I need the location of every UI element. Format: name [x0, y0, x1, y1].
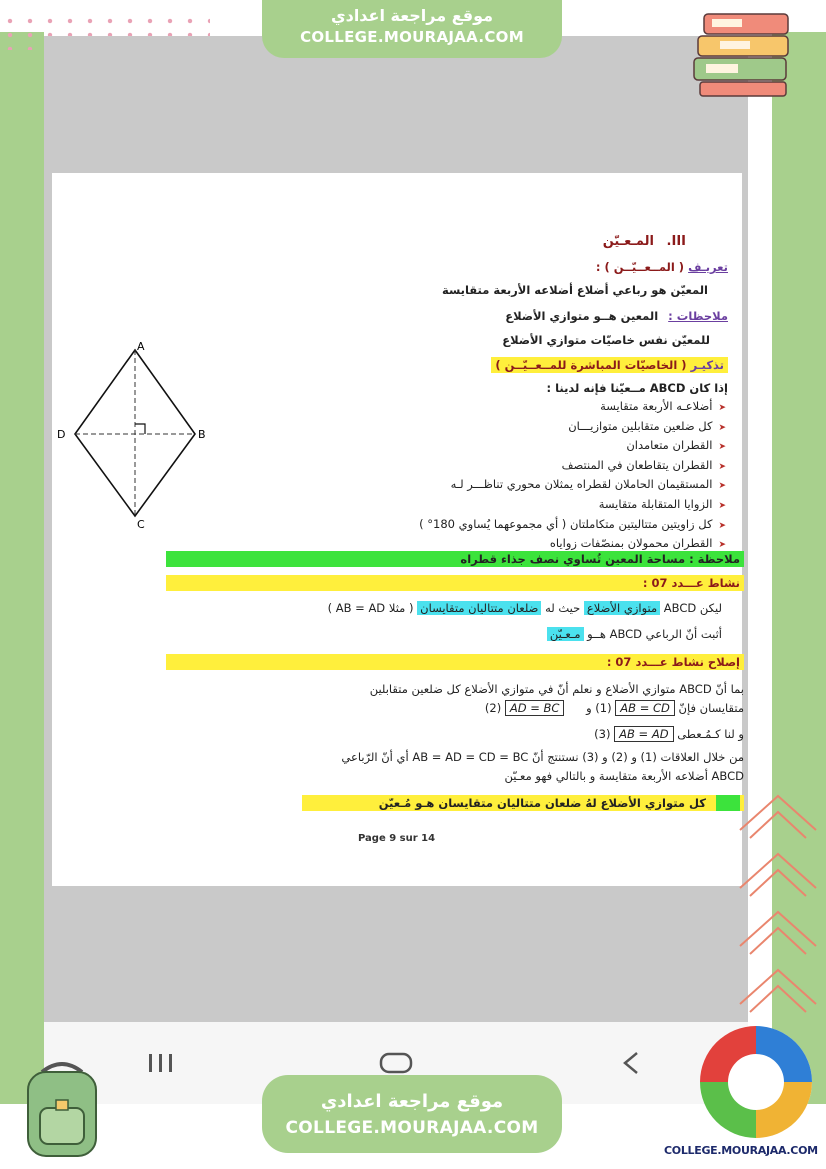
property-item: ➤ القطران متعامدان: [419, 437, 726, 457]
right-angle-mark: [135, 424, 145, 434]
footer-site-url[interactable]: COLLEGE.MOURAJAA.COM: [285, 1118, 539, 1138]
page-number: Page 9 sur 14: [358, 833, 436, 844]
property-item: ➤ المستقيمان الحاملان لقطراه يمثلان محوري تناظـــر لـه: [419, 476, 726, 496]
books-icon: [690, 8, 800, 100]
recent-apps-icon[interactable]: [131, 1043, 191, 1083]
left-frame-border: [0, 0, 44, 1169]
activity-line-2: أثبت أنّ الرباعي ABCD هــو مـعـيّن: [547, 627, 722, 641]
notes-line-1: ملاحظات : المعين هــو متوازي الأضلاع: [505, 309, 728, 323]
property-item: ➤ كل زاويتين متتاليتين متكاملتان ( أي مجموعهما يُساوي 180° ): [419, 516, 726, 536]
chevrons-decoration: [736, 790, 820, 1030]
properties-intro: إذا كان ABCD مــعيّنا فإنه لدينا :: [546, 381, 728, 395]
remark-box: ملاحظة : مساحة المعين تُساوي نصف جذاء قطراه: [166, 551, 744, 567]
reminder-heading: تذكيـر ( الخاصيّات المباشرة للمــعــيّــن ): [491, 357, 728, 373]
property-item: ➤ أضلاعـه الأربعة متقايسة: [419, 398, 726, 418]
correction-line-4: من خلال العلاقات (1) و (2) و (3) نستنتج أنّ AB = AD = CD = BC أي أنّ الرّباعي: [341, 750, 744, 764]
back-icon[interactable]: [601, 1043, 661, 1083]
vertex-label-a: A: [137, 340, 145, 353]
footer-site-name: موقع مراجعة اعدادي: [320, 1091, 504, 1112]
property-item: ➤ القطران محمولان بمنصّفات زواياه: [419, 535, 726, 555]
header-site-name: موقع مراجعة اعدادي: [330, 6, 494, 25]
property-item: ➤ الزوايا المتقابلة متقايسة: [419, 496, 726, 516]
definition-heading: تعريـف ( المــعــيّــن ) :: [595, 260, 728, 274]
notes-line-2: للمعيّن نفس خاصيّات متوازي الأضلاع: [502, 333, 710, 347]
vertex-label-c: C: [137, 518, 145, 530]
backpack-icon: [12, 1054, 112, 1162]
property-item: ➤ كل ضلعين متقابلين متوازيـــان: [419, 418, 726, 438]
correction-line-2: متقايسان فإنّ AB = CD (1) و AD = BC (2): [484, 701, 744, 715]
correction-heading: إصلاح نشاط عـــدد 07 :: [166, 654, 744, 670]
vertex-label-b: B: [198, 428, 206, 441]
footer-banner: [262, 1075, 562, 1153]
header-site-url[interactable]: COLLEGE.MOURAJAA.COM: [300, 28, 524, 46]
activity-heading: نشاط عـــدد 07 :: [166, 575, 744, 591]
activity-line-1: ليكن ABCD متوازي الأضلاع حيث له ضلعان متتاليان متقايسان ( مثلا AB = AD ): [327, 601, 722, 615]
correction-line-1: بما أنّ ABCD متوازي الأضلاع و نعلم أنّ في متوازي الأضلاع كل ضلعين متقابلين: [369, 682, 744, 696]
subjects-wheel-icon: [696, 1022, 816, 1144]
section-heading: III. المـعـيّن: [602, 234, 686, 249]
rhombus-diagram: [55, 338, 215, 530]
conclusion-box: كل متوازي الأضلاع لهُ ضلعان متتاليان متقايسان هـو مُـعيّن: [302, 795, 744, 811]
header-banner: [262, 0, 562, 58]
vertex-label-d: D: [57, 428, 66, 441]
definition-text: المعيّن هو رباعي أضلاع أضلاعه الأربعة متقايسة: [441, 283, 708, 297]
correction-line-3: و لنا كـمُـعطى AB = AD (3): [594, 727, 744, 741]
brand-url[interactable]: COLLEGE.MOURAJAA.COM: [664, 1144, 818, 1157]
property-item: ➤ القطران يتقاطعان في المنتصف: [419, 457, 726, 477]
correction-line-5: ABCD أضلاعه الأربعة متقايسة و بالتالي فهو معـيّن: [504, 769, 744, 783]
properties-list: [419, 398, 726, 555]
